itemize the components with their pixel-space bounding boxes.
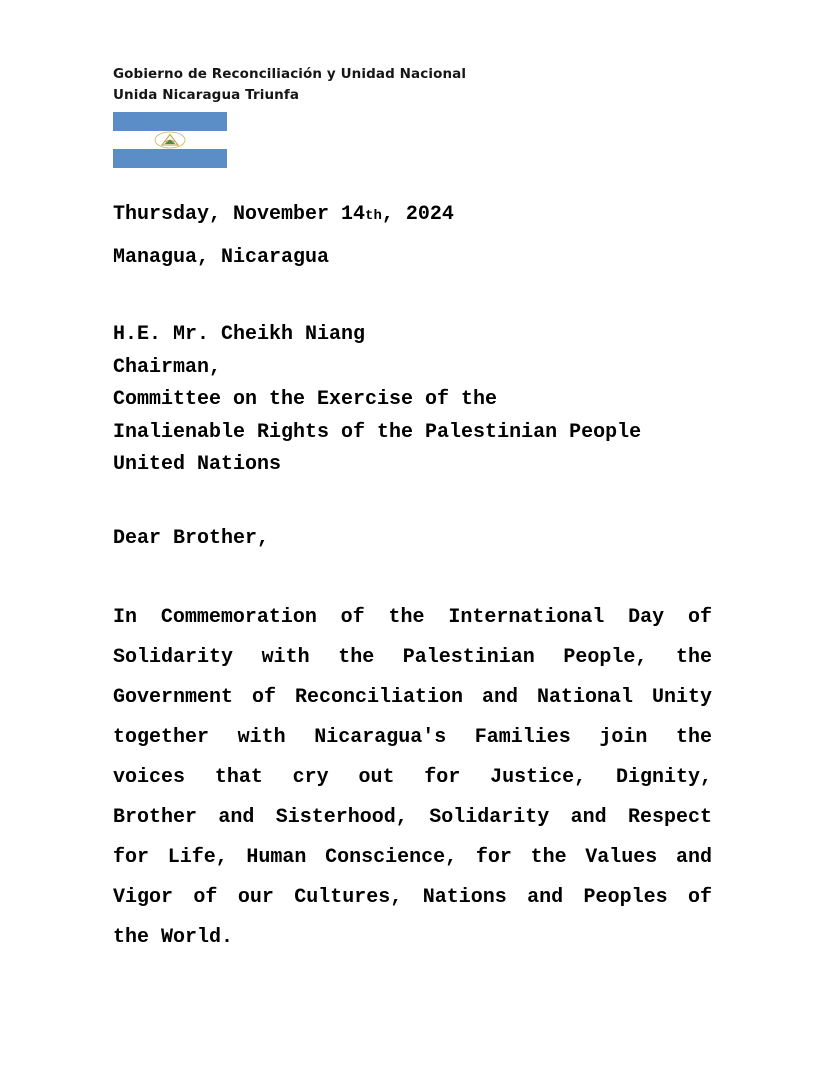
recipient-org-line-3: United Nations — [113, 453, 282, 476]
recipient-block — [113, 319, 712, 482]
letterhead-line-2: Unida Nicaragua Triunfa — [113, 87, 300, 103]
body-paragraph — [113, 598, 712, 958]
recipient-org-line-1: Committee on the Exercise of the — [113, 388, 498, 411]
body-line: Solidarity with the Palestinian People, the — [113, 645, 712, 669]
flag-middle-stripe — [113, 131, 227, 149]
body-line: the World. — [113, 925, 234, 949]
date-ordinal: th — [365, 208, 382, 224]
flag-top-stripe — [113, 112, 227, 131]
recipient-name: H.E. Mr. Cheikh Niang — [113, 323, 366, 346]
letterhead-line-1: Gobierno de Reconciliación y Unidad Nacional — [113, 66, 467, 82]
nicaragua-emblem-icon — [150, 131, 190, 149]
letterhead — [113, 64, 712, 106]
body-line: Brother and Sisterhood, Solidarity and Respect — [113, 805, 712, 829]
dateline-block — [113, 194, 712, 279]
body-line: voices that cry out for Justice, Dignity, — [113, 765, 712, 789]
recipient-org-line-2: Inalienable Rights of the Palestinian People — [113, 420, 642, 444]
body-line: In Commemoration of the International Day of — [113, 605, 712, 629]
body-line: Government of Reconciliation and National Unity — [113, 685, 712, 709]
date-prefix: Thursday, November 14 — [113, 203, 366, 226]
body-line: for Life, Human Conscience, for the Values and — [113, 845, 712, 869]
body-line: together with Nicaragua's Families join the — [113, 725, 712, 749]
date-line — [113, 194, 712, 237]
place-line: Managua, Nicaragua — [113, 246, 330, 269]
nicaragua-flag — [113, 112, 227, 168]
body-line: Vigor of our Cultures, Nations and Peoples of — [113, 885, 712, 909]
flag-bottom-stripe — [113, 149, 227, 168]
date-suffix: , 2024 — [381, 203, 454, 226]
salutation: Dear Brother, — [113, 526, 270, 550]
recipient-title: Chairman, — [113, 355, 222, 379]
